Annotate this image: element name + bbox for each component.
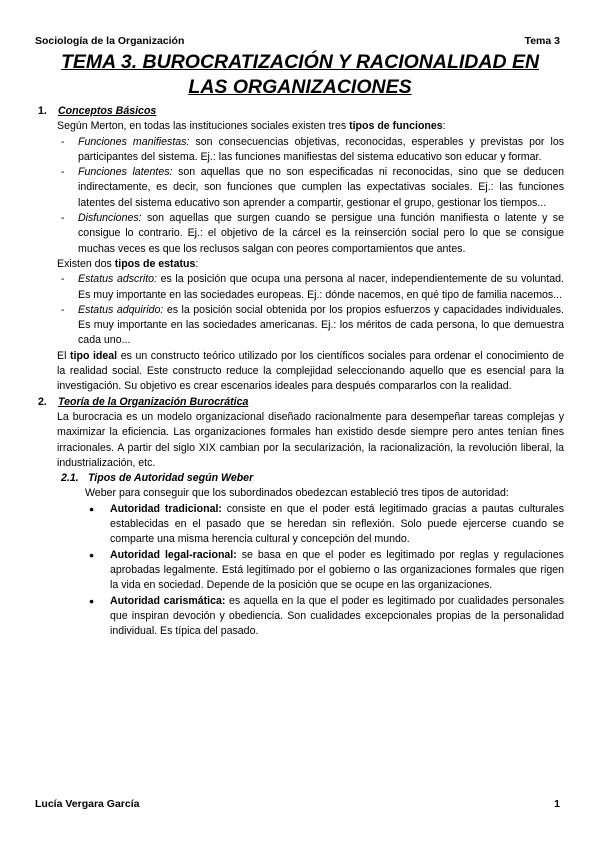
item-text: es la posición social obtenida por los propios esfuerzos y capacidades individuales. Es muy importante en las sociedades americanas. Ej.: los méritos de cada persona, lo que demuestra cada uno... <box>78 303 564 347</box>
header-topic: Tema 3 <box>524 35 560 47</box>
section-2-heading <box>38 395 564 410</box>
bureaucracy-paragraph: La burocracia es un modelo organizacional diseñado racionalmente para desempeñar tareas complejas y maximizar la eficiencia. Las organizaciones formales han existido desde siempre pero antes tenían fines irracionales. A partir del siglo XIX cambian por la secularización, la racionalización, la revolución liberal, la industrialización, etc. <box>57 410 564 469</box>
page-footer <box>35 798 560 810</box>
text-span: El <box>57 349 70 362</box>
list-item <box>85 594 564 640</box>
document-title <box>30 50 570 100</box>
status-list <box>57 272 564 348</box>
status-intro <box>57 257 564 272</box>
item-text: se basa en que el poder es legitimado por reglas y regulaciones aprobadas legalmente. Está legitimado por el gobierno o las organizaciones formales que rigen la vida en sociedad. Depende de la posición que se ocupe en las organizaciones. <box>110 548 564 592</box>
item-term: Funciones manifiestas: <box>78 135 190 148</box>
item-text: es la posición que ocupa una persona al nacer, independientemente de su voluntad. Es muy importante en las sociedades europeas. Ej.: dónde nacemos, en qué tipo de familia nacemos... <box>78 273 564 301</box>
section-title: Conceptos Básicos <box>58 105 157 117</box>
header-course: Sociología de la Organización <box>35 35 185 47</box>
subsection-number: 2.1. <box>61 472 79 485</box>
key-term: tipos de estatus <box>114 257 196 270</box>
key-term: tipo ideal <box>70 349 118 362</box>
section-title: Teoría de la Organización Burocrática <box>58 395 249 408</box>
list-item <box>57 211 564 257</box>
list-item <box>85 548 564 594</box>
text-span: Según Merton, en todas las instituciones sociales existen tres <box>57 120 350 133</box>
subsection-title: Tipos de Autoridad según Weber <box>88 472 254 485</box>
section-number: 1. <box>38 105 47 117</box>
section-number: 2. <box>38 395 47 408</box>
document-body <box>38 104 564 639</box>
item-term: Autoridad tradicional: <box>110 502 222 515</box>
list-item <box>57 165 564 211</box>
text-span: Existen dos <box>57 257 115 270</box>
item-term: Funciones latentes: <box>78 166 173 179</box>
author-name: Lucía Vergara García <box>35 798 140 810</box>
page-header <box>35 35 560 47</box>
item-term: Autoridad legal-racional: <box>110 548 237 561</box>
key-term: tipos de funciones <box>349 120 443 133</box>
list-item <box>57 135 564 166</box>
text-span: : <box>195 257 199 270</box>
title-line-1: TEMA 3. BUROCRATIZACIÓN Y RACIONALIDAD EN <box>60 51 540 73</box>
item-term: Autoridad carismática: <box>110 594 226 607</box>
page-number: 1 <box>554 798 560 810</box>
list-item <box>57 303 564 349</box>
text-span: es un constructo teórico utilizado por los científicos sociales para ordenar el conocimiento de la realidad social. Este constructo reduce la complejidad seleccionando aquello que es esencial para la investigación. Su objetivo es crear escenarios ideales para después compararlos con la realidad. <box>57 349 564 393</box>
item-text: son aquellas que surgen cuando se persigue una función manifiesta o latente y se consigue lo contrario. Ej.: el objetivo de la cárcel es la reinserción social pero lo que se consigue muchas veces es que los reclusos salgan con peores comportamientos que antes. <box>78 212 564 255</box>
subsection-2-1-heading <box>61 471 564 486</box>
ideal-type-paragraph <box>57 349 564 395</box>
item-term: Estatus adscrito: <box>78 273 157 286</box>
list-item <box>85 502 564 548</box>
item-term: Disfunciones: <box>78 212 142 225</box>
functions-list <box>57 135 564 257</box>
section-1-heading <box>38 104 564 119</box>
authority-list <box>85 502 564 640</box>
item-text: es aquella en la que el poder es legitimado por cualidades personales que inspiran devoción y obediencia. Son cualidades excepcionales propias de la personalidad individual. Es típica del pasado. <box>110 594 564 638</box>
item-text: son aquellas que no son especificadas ni reconocidas, sino que se deducen indirectamente, es decir, son funciones que cumplen las expectativas sociales. Ej.: las funciones latentes del sistema educativo son aprender a compartir, gestionar el grupo, gestionar los tiempos... <box>78 166 564 209</box>
item-text: son consecuencias objetivas, reconocidas, esperables y previstas por los participantes del sistema. Ej.: las funciones manifiestas del sistema educativo son educar y formar. <box>78 135 565 163</box>
text-span: : <box>442 120 446 133</box>
functions-intro <box>57 119 564 134</box>
list-item <box>57 272 564 303</box>
title-line-2: LAS ORGANIZACIONES <box>188 76 412 98</box>
authority-intro: Weber para conseguir que los subordinados obedezcan estableció tres tipos de autoridad: <box>85 487 509 500</box>
item-text: consiste en que el poder está legitimado gracias a pautas culturales establecidas en el pasado que se heredan sin reflexión. Solo puede ejercerse cuando se comparte una misma herencia cultural y concepción del mundo. <box>110 502 564 546</box>
item-term: Estatus adquirido: <box>78 303 164 316</box>
